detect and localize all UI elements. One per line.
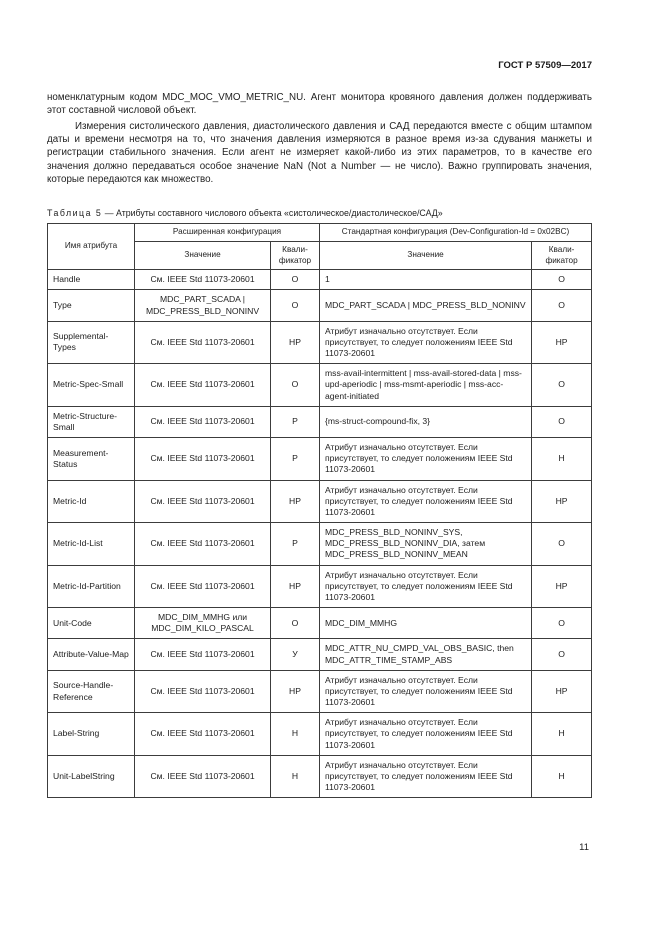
paragraph-2: Измерения систолического давления, диастолического давления и САД передаются вместе с общим штампом даты и времени несмотря на то, что значения давления измеряются в разное время из-за сдувания манжеты и регистрации стабильного значения. Если агент не измеряет какой-либо из этих параметров, то в качестве его значения должно передаваться особое значение NaN (Not a Number — не число). Важно группировать значения, которые передаются как множество. <box>47 120 592 185</box>
table-cell-std-qual: О <box>532 406 592 437</box>
col-header-ext-qualifier: Квали-фикатор <box>271 241 320 269</box>
table-cell-ext-qual: Р <box>271 406 320 437</box>
table-row <box>48 270 592 290</box>
table-row <box>48 406 592 437</box>
table-cell-name: Source-Handle-Reference <box>48 670 135 713</box>
table-cell-name: Type <box>48 290 135 321</box>
table-cell-name: Attribute-Value-Map <box>48 639 135 670</box>
table-cell-std-value: 1 <box>319 270 531 290</box>
table-cell-std-value: Атрибут изначально отсутствует. Если присутствует, то следует положениям IEEE Std 11073-20601 <box>319 438 531 481</box>
table-caption-text: — Атрибуты составного числового объекта «систолическое/диастолическое/САД» <box>104 208 443 219</box>
table-cell-ext-value: См. IEEE Std 11073-20601 <box>135 438 271 481</box>
table-row <box>48 670 592 713</box>
attribute-table-head <box>48 224 592 270</box>
col-header-ext-config: Расширенная конфигурация <box>135 224 320 242</box>
table-cell-std-qual: НР <box>532 321 592 364</box>
table-cell-ext-value: См. IEEE Std 11073-20601 <box>135 321 271 364</box>
table-cell-name: Handle <box>48 270 135 290</box>
table-cell-std-qual: О <box>532 290 592 321</box>
table-cell-std-value: Атрибут изначально отсутствует. Если присутствует, то следует положениям IEEE Std 11073-20601 <box>319 755 531 798</box>
table-cell-ext-qual: Р <box>271 438 320 481</box>
table-cell-std-value: MDC_PRESS_BLD_NONINV_SYS, MDC_PRESS_BLD_NONINV_DIA, затем MDC_PRESS_BLD_NONINV_MEAN <box>319 523 531 566</box>
table-cell-ext-value: См. IEEE Std 11073-20601 <box>135 755 271 798</box>
table-cell-ext-qual: Р <box>271 523 320 566</box>
table-cell-name: Unit-Code <box>48 608 135 639</box>
table-cell-std-qual: НР <box>532 670 592 713</box>
table-cell-std-qual: Н <box>532 755 592 798</box>
table-cell-ext-value: См. IEEE Std 11073-20601 <box>135 480 271 523</box>
table-cell-std-qual: Н <box>532 438 592 481</box>
table-cell-ext-value: См. IEEE Std 11073-20601 <box>135 270 271 290</box>
table-row <box>48 438 592 481</box>
table-cell-std-value: MDC_DIM_MMHG <box>319 608 531 639</box>
page-content <box>47 60 592 798</box>
table-cell-ext-value: См. IEEE Std 11073-20601 <box>135 670 271 713</box>
table-cell-std-qual: О <box>532 639 592 670</box>
table-cell-std-qual: О <box>532 270 592 290</box>
table-caption <box>47 208 592 218</box>
table-cell-std-value: Атрибут изначально отсутствует. Если присутствует, то следует положениям IEEE Std 11073-20601 <box>319 713 531 756</box>
table-cell-ext-value: См. IEEE Std 11073-20601 <box>135 639 271 670</box>
table-cell-std-value: mss-avail-intermittent | mss-avail-stored-data | mss-upd-aperiodic | mss-msmt-aperiodic | mss-acc-agent-initiated <box>319 364 531 407</box>
table-cell-ext-value: См. IEEE Std 11073-20601 <box>135 713 271 756</box>
table-row <box>48 639 592 670</box>
table-cell-name: Metric-Id <box>48 480 135 523</box>
table-cell-std-value: MDC_PART_SCADA | MDC_PRESS_BLD_NONINV <box>319 290 531 321</box>
table-cell-std-qual: НР <box>532 480 592 523</box>
table-cell-ext-qual: О <box>271 608 320 639</box>
table-cell-std-qual: О <box>532 608 592 639</box>
col-header-std-config: Стандартная конфигурация (Dev-Configuration-Id = 0x02BC) <box>319 224 591 242</box>
table-cell-ext-qual: О <box>271 364 320 407</box>
table-cell-std-value: Атрибут изначально отсутствует. Если присутствует, то следует положениям IEEE Std 11073-20601 <box>319 321 531 364</box>
table-row <box>48 321 592 364</box>
paragraph-1: номенклатурным кодом MDC_MOC_VMO_METRIC_NU. Агент монитора кровяного давления должен поддерживать этот составной числовой объект. <box>47 92 592 117</box>
table-row <box>48 523 592 566</box>
table-cell-ext-qual: У <box>271 639 320 670</box>
table-cell-std-qual: НР <box>532 565 592 608</box>
col-header-ext-value: Значение <box>135 241 271 269</box>
table-cell-ext-qual: О <box>271 270 320 290</box>
table-cell-name: Metric-Id-List <box>48 523 135 566</box>
table-cell-ext-qual: Н <box>271 755 320 798</box>
col-header-std-value: Значение <box>319 241 531 269</box>
table-row <box>48 755 592 798</box>
table-cell-std-qual: О <box>532 523 592 566</box>
table-cell-ext-value: MDC_PART_SCADA | MDC_PRESS_BLD_NONINV <box>135 290 271 321</box>
table-row <box>48 364 592 407</box>
table-cell-name: Metric-Spec-Small <box>48 364 135 407</box>
table-header-row-1 <box>48 224 592 242</box>
table-row <box>48 565 592 608</box>
table-cell-ext-value: См. IEEE Std 11073-20601 <box>135 523 271 566</box>
table-cell-ext-qual: НР <box>271 321 320 364</box>
table-cell-ext-qual: Н <box>271 713 320 756</box>
table-cell-ext-qual: О <box>271 290 320 321</box>
table-cell-ext-value: См. IEEE Std 11073-20601 <box>135 406 271 437</box>
col-header-std-qualifier: Квали-фикатор <box>532 241 592 269</box>
table-cell-name: Metric-Id-Partition <box>48 565 135 608</box>
table-cell-ext-qual: НР <box>271 670 320 713</box>
table-cell-ext-value: См. IEEE Std 11073-20601 <box>135 565 271 608</box>
table-cell-name: Unit-LabelString <box>48 755 135 798</box>
table-row <box>48 608 592 639</box>
table-row <box>48 290 592 321</box>
page-number: 11 <box>579 842 589 853</box>
attribute-table-body <box>48 270 592 798</box>
col-header-attr-name: Имя атрибута <box>48 224 135 270</box>
table-cell-ext-value: MDC_DIM_MMHG или MDC_DIM_KILO_PASCAL <box>135 608 271 639</box>
table-cell-ext-qual: НР <box>271 565 320 608</box>
table-cell-std-value: {ms-struct-compound-fix, 3} <box>319 406 531 437</box>
table-cell-std-qual: О <box>532 364 592 407</box>
table-cell-std-value: MDC_ATTR_NU_CMPD_VAL_OBS_BASIC, then MDC_ATTR_TIME_STAMP_ABS <box>319 639 531 670</box>
table-cell-std-qual: Н <box>532 713 592 756</box>
table-cell-name: Metric-Structure-Small <box>48 406 135 437</box>
table-cell-ext-value: См. IEEE Std 11073-20601 <box>135 364 271 407</box>
table-cell-ext-qual: НР <box>271 480 320 523</box>
table-cell-std-value: Атрибут изначально отсутствует. Если присутствует, то следует положениям IEEE Std 11073-20601 <box>319 480 531 523</box>
table-cell-std-value: Атрибут изначально отсутствует. Если присутствует, то следует положениям IEEE Std 11073-20601 <box>319 565 531 608</box>
table-cell-name: Measurement-Status <box>48 438 135 481</box>
attribute-table <box>47 223 592 798</box>
table-cell-std-value: Атрибут изначально отсутствует. Если присутствует, то следует положениям IEEE Std 11073-20601 <box>319 670 531 713</box>
table-caption-label: Таблица 5 <box>47 208 103 219</box>
table-row <box>48 480 592 523</box>
table-cell-name: Label-String <box>48 713 135 756</box>
document-header: ГОСТ Р 57509—2017 <box>498 60 592 71</box>
table-row <box>48 713 592 756</box>
table-cell-name: Supplemental-Types <box>48 321 135 364</box>
